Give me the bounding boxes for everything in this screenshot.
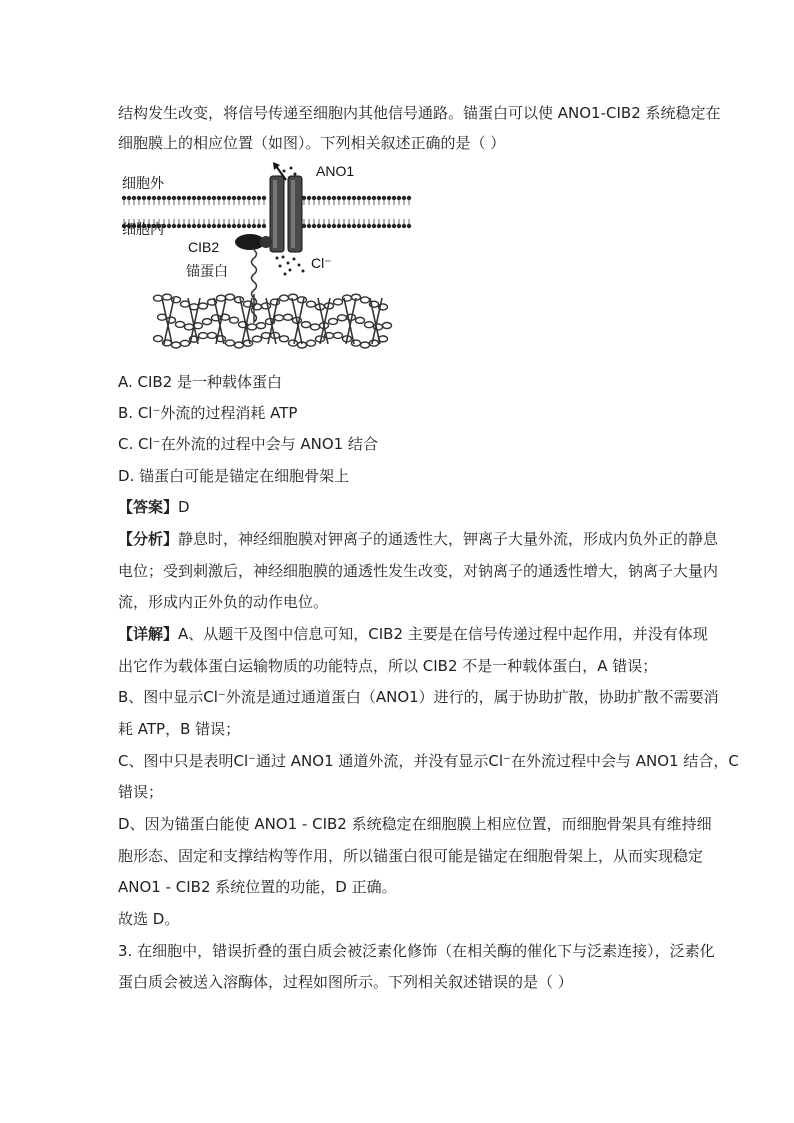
detail-line-3: B、图中显示Cl⁻外流是通过通道蛋白（ANO1）进行的，属于协助扩散，协助扩散不需要消 xyxy=(118,688,719,706)
detail-label: 【详解】 xyxy=(118,625,179,643)
detail-line-5: C、图中只是表明Cl⁻通过 ANO1 通道外流，并没有显示Cl⁻在外流过程中会与 ANO1 结合，C xyxy=(118,752,739,770)
intro-line-1: 结构发生改变，将信号传递至细胞内其他信号通路。锚蛋白可以使 ANO1-CIB2 系统稳定在 xyxy=(118,104,721,122)
membrane-figure xyxy=(118,162,418,360)
detail-line-4: 耗 ATP，B 错误； xyxy=(118,720,241,738)
detail-line-8: 胞形态、固定和支撑结构等作用，所以锚蛋白很可能是锚定在细胞骨架上，从而实现稳定 xyxy=(118,847,704,865)
ano1-channel xyxy=(270,176,302,252)
cell-membrane xyxy=(122,196,411,228)
answer-line xyxy=(118,497,190,517)
option-b: B. Cl⁻外流的过程消耗 ATP xyxy=(118,404,298,422)
cib2-protein xyxy=(235,234,272,250)
option-a: A. CIB2 是一种载体蛋白 xyxy=(118,373,283,391)
detail-line-9: ANO1 - CIB2 系统位置的功能，D 正确。 xyxy=(118,878,397,896)
analysis-text-1: 静息时，神经细胞膜对钾离子的通透性大，钾离子大量外流，形成内负外正的静息 xyxy=(178,530,719,548)
q3-line-2: 蛋白质会被送入溶酶体，过程如图所示。下列相关叙述错误的是（ ） xyxy=(118,973,573,991)
cytoskeleton xyxy=(154,294,392,348)
detail-line-7: D、因为锚蛋白能使 ANO1 - CIB2 系统稳定在细胞膜上相应位置，而细胞骨架具有维持细 xyxy=(118,815,712,833)
detail-line-1 xyxy=(118,624,708,644)
label-inside: 细胞内 xyxy=(122,221,164,237)
analysis-line-1 xyxy=(118,529,718,549)
intro-line-2: 细胞膜上的相应位置（如图）。下列相关叙述正确的是（ ） xyxy=(118,134,506,152)
label-outside: 细胞外 xyxy=(122,175,164,191)
option-d: D. 锚蛋白可能是锚定在细胞骨架上 xyxy=(118,467,350,485)
label-cib2: CIB2 xyxy=(188,239,220,255)
detail-line-2: 出它作为载体蛋白运输物质的功能特点，所以 CIB2 不是一种载体蛋白，A 错误； xyxy=(118,657,658,675)
label-anchor: 锚蛋白 xyxy=(186,263,228,279)
label-cl: Cl⁻ xyxy=(311,255,332,271)
detail-line-6: 错误； xyxy=(118,783,164,801)
label-ano1: ANO1 xyxy=(316,163,355,179)
analysis-line-2: 电位；受到刺激后，神经细胞膜的通透性发生改变，对钠离子的通透性增大，钠离子大量内 xyxy=(118,562,719,580)
analysis-line-3: 流，形成内正外负的动作电位。 xyxy=(118,593,329,611)
option-c: C. Cl⁻在外流的过程中会与 ANO1 结合 xyxy=(118,435,378,453)
anchor-protein-coil xyxy=(252,250,257,322)
detail-text-1: A、从题干及图中信息可知，CIB2 主要是在信号传递过程中起作用，并没有体现 xyxy=(178,625,708,643)
answer-value: D xyxy=(178,498,190,516)
answer-label: 【答案】 xyxy=(118,498,179,516)
detail-line-10: 故选 D。 xyxy=(118,910,180,928)
q3-line-1: 3. 在细胞中，错误折叠的蛋白质会被泛素化修饰（在相关酶的催化下与泛素连接），泛素化 xyxy=(118,942,715,960)
analysis-label: 【分析】 xyxy=(118,530,179,548)
